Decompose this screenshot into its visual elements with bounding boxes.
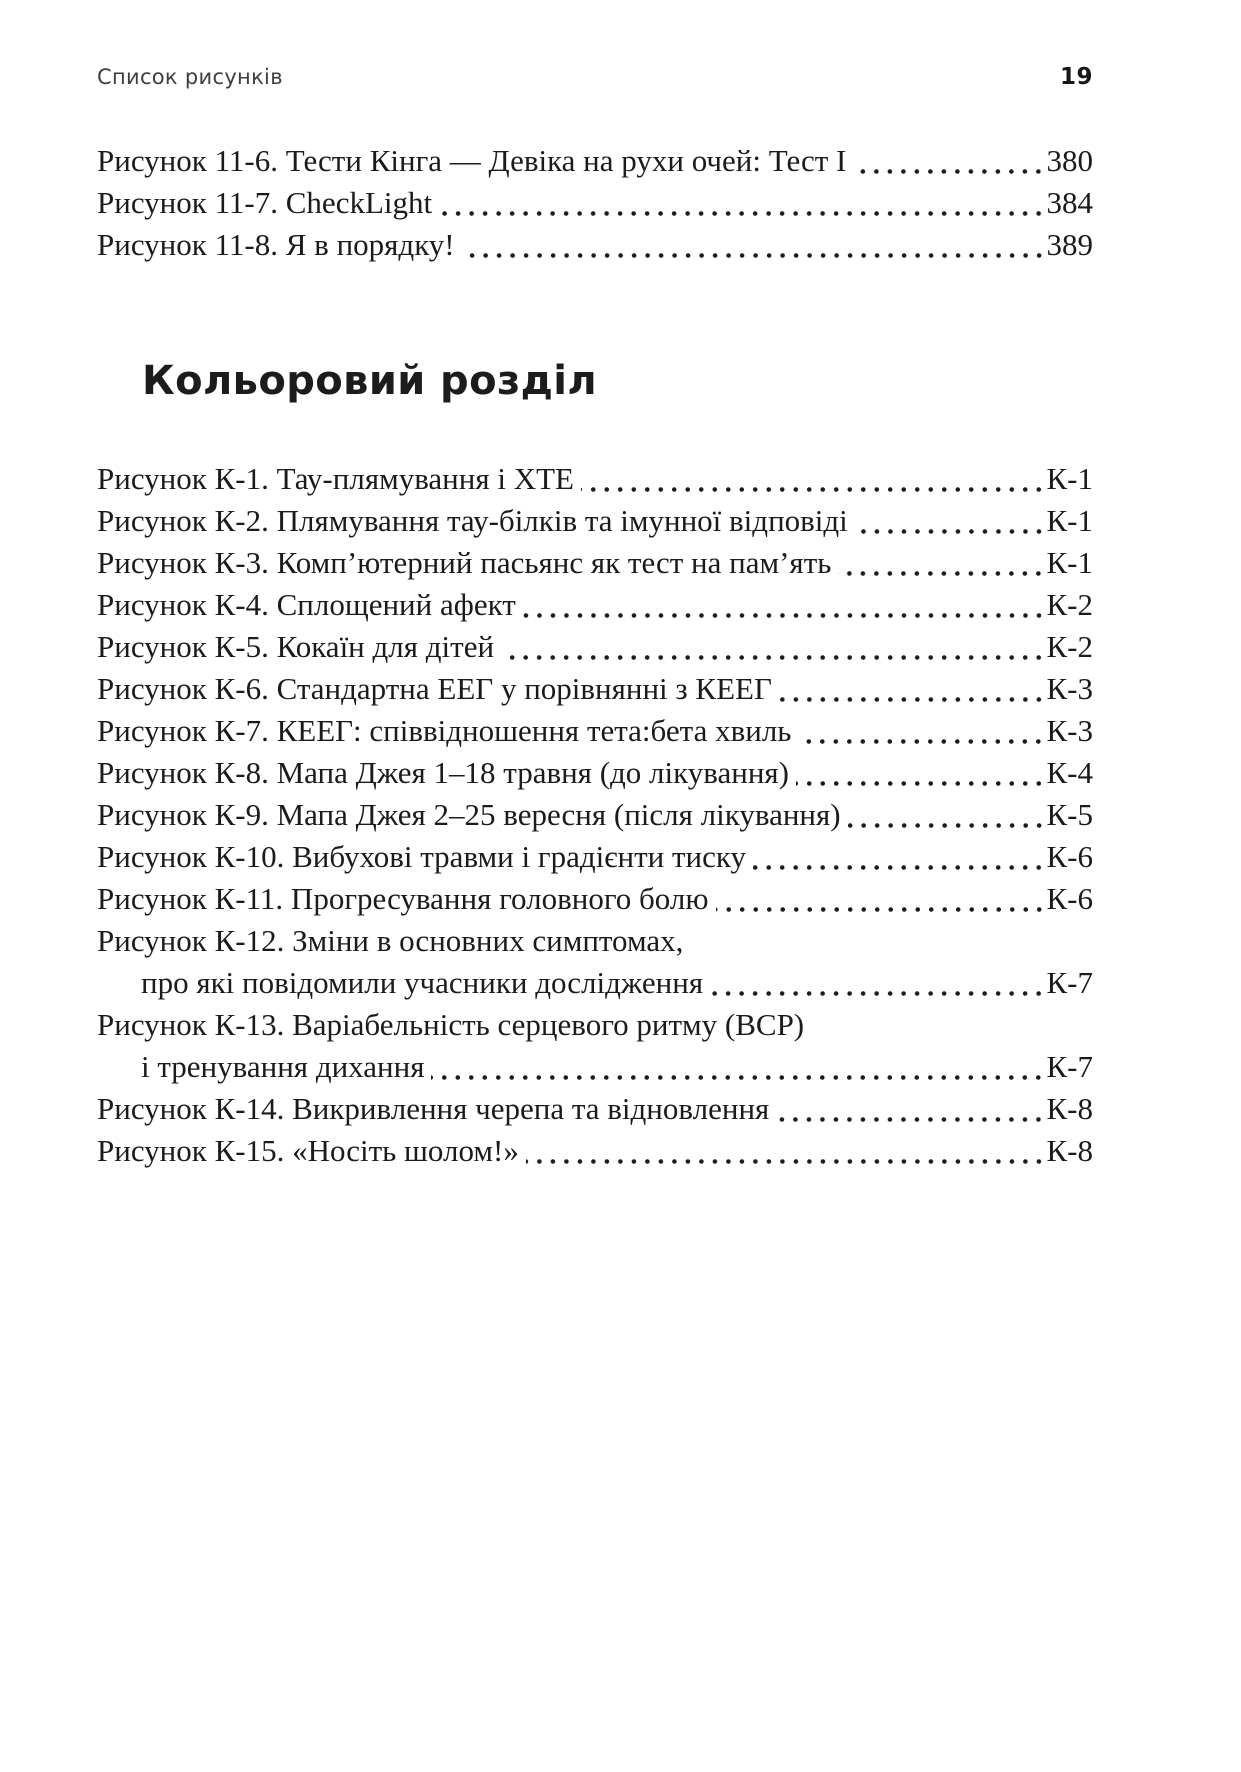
toc-entry-page: К-5 [1046,797,1093,832]
toc-entry-text: Рисунок К-12. Зміни в основних симптомах, [97,923,684,958]
page-number: 19 [1059,64,1093,90]
toc-entry [97,752,1093,794]
toc-entry-page: К-1 [1046,545,1093,580]
toc-entry-page: К-8 [1046,1091,1093,1126]
dot-leader [439,182,1045,224]
toc-entry-text: Рисунок К-14. Викривлення черепа та відновлення [97,1091,770,1126]
dot-leader [779,668,1046,710]
toc-entry-text: Рисунок 11-6. Тести Кінга — Девіка на рухи очей: Тест І [97,143,847,178]
toc-entry-page: 384 [1046,185,1093,220]
toc-entry [97,920,1093,962]
dot-leader [796,752,1046,794]
dot-leader [431,1046,1045,1088]
toc-entry [97,962,1093,1004]
toc-entry [97,668,1093,710]
figures-list-chapter-11 [97,140,1093,266]
toc-entry [97,1004,1093,1046]
dot-leader [776,1088,1045,1130]
toc-entry-page: 389 [1046,227,1093,262]
dot-leader [501,626,1045,668]
toc-entry [97,626,1093,668]
dot-leader [838,542,1045,584]
figures-list-color-section [97,458,1093,1172]
toc-entry-page: К-8 [1046,1133,1093,1168]
toc-entry-text: Рисунок К-1. Тау-плямування і ХТЕ [97,461,574,496]
toc-entry-text: Рисунок К-13. Варіабельність серцевого ритму (ВСР) [97,1007,805,1042]
toc-entry-page: К-7 [1046,965,1093,1000]
running-head [97,64,1093,90]
dot-leader [853,140,1045,182]
toc-entry [97,1130,1093,1172]
dot-leader [523,584,1046,626]
toc-entry [97,1088,1093,1130]
book-page [97,0,1093,1172]
toc-entry-text: Рисунок К-6. Стандартна ЕЕГ у порівнянні з КЕЕГ [97,671,772,706]
toc-entry-text: Рисунок К-7. КЕЕГ: співвідношення тета:бета хвиль [97,713,792,748]
toc-entry-text: Рисунок К-8. Мапа Джея 1–18 травня (до лікування) [97,755,789,790]
toc-entry [97,710,1093,752]
toc-entry-page: К-6 [1046,881,1093,916]
toc-entry-page: К-6 [1046,839,1093,874]
toc-entry [97,140,1093,182]
toc-entry-text: і тренування дихання [141,1049,425,1084]
toc-entry-text: Рисунок 11-8. Я в порядку! [97,227,455,262]
section-heading: Кольоровий розділ [142,358,598,404]
toc-entry-page: К-2 [1046,587,1093,622]
toc-entry [97,542,1093,584]
toc-entry-text: Рисунок К-11. Прогресування головного болю [97,881,709,916]
toc-entry [97,794,1093,836]
toc-entry [97,836,1093,878]
dot-leader [710,962,1045,1004]
toc-entry-page: К-4 [1046,755,1093,790]
toc-entry-text: Рисунок К-15. «Носіть шолом!» [97,1133,519,1168]
toc-entry-text: Рисунок К-4. Сплощений афект [97,587,516,622]
running-head-title: Список рисунків [97,65,283,89]
toc-entry-page: 380 [1046,143,1093,178]
toc-entry-page: К-3 [1046,713,1093,748]
toc-entry [97,584,1093,626]
toc-entry [97,182,1093,224]
toc-entry [97,458,1093,500]
toc-entry [97,878,1093,920]
dot-leader [855,500,1046,542]
dot-leader [753,836,1045,878]
toc-entry [97,224,1093,266]
dot-leader [798,710,1045,752]
toc-entry [97,1046,1093,1088]
dot-leader [462,224,1046,266]
toc-entry [97,500,1093,542]
toc-entry-page: К-3 [1046,671,1093,706]
toc-entry-page: К-1 [1046,503,1093,538]
toc-entry-text: про які повідомили учасники дослідження [141,965,704,1000]
toc-entry-page: К-1 [1046,461,1093,496]
toc-entry-text: Рисунок К-5. Кокаїн для дітей [97,629,495,664]
dot-leader [716,878,1046,920]
toc-entry-page: К-7 [1046,1049,1093,1084]
dot-leader [581,458,1046,500]
toc-entry-text: Рисунок 11-7. CheckLight [97,185,433,220]
toc-entry-text: Рисунок К-3. Комп’ютерний пасьянс як тест на пам’ять [97,545,832,580]
toc-entry-page: К-2 [1046,629,1093,664]
toc-entry-text: Рисунок К-10. Вибухові травми і градієнти тиску [97,839,747,874]
toc-entry-text: Рисунок К-9. Мапа Джея 2–25 вересня (після лікування) [97,797,841,832]
dot-leader [848,794,1046,836]
dot-leader [526,1130,1046,1172]
toc-entry-text: Рисунок К-2. Плямування тау-білків та імунної відповіді [97,503,848,538]
